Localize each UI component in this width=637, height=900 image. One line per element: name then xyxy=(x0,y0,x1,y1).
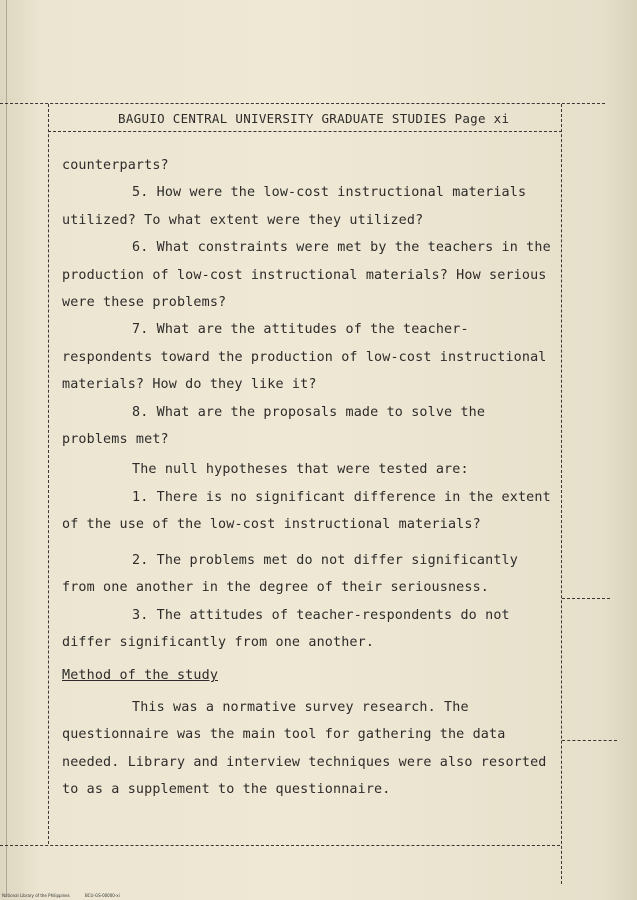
scan-footer xyxy=(2,893,134,898)
right-margin-rule xyxy=(561,104,562,884)
hypothesis-1: 1. There is no significant difference in the extent of the use of the low-cost instructional materials? xyxy=(62,489,551,533)
page-header: BAGUIO CENTRAL UNIVERSITY GRADUATE STUDIES Page xi xyxy=(118,111,510,126)
line-counterparts: counterparts? xyxy=(62,158,169,173)
question-8: 8. What are the proposals made to solve the problems met? xyxy=(62,404,486,448)
margin-tick-1 xyxy=(562,598,610,599)
question-6: 6. What constraints were met by the teachers in the production of low-cost instructional materials? How serious were these problems? xyxy=(62,240,551,311)
margin-tick-2 xyxy=(562,740,617,741)
left-margin-rule xyxy=(48,104,49,844)
body-text xyxy=(62,152,557,803)
footer-source: National Library of the Philippines xyxy=(2,893,70,898)
method-paragraph: This was a normative survey research. The questionnaire was the main tool for gathering the data needed. Library and interview techniques were also resorted to as a supplement to the questionnaire. xyxy=(62,699,547,797)
hypothesis-3: 3. The attitudes of teacher-respondents do not differ significantly from one another. xyxy=(62,607,510,650)
question-5: 5. How were the low-cost instructional materials utilized? To what extent were they utilized? xyxy=(62,185,527,228)
top-rule-outer xyxy=(0,103,605,104)
page-edge-line xyxy=(6,0,7,895)
footer-code: BCU-GS-00000-xi xyxy=(85,893,120,898)
hypotheses-intro: The null hypotheses that were tested are: xyxy=(132,462,469,478)
question-7: 7. What are the attitudes of the teacher-respondents toward the production of low-cost instructional materials? How do they like it? xyxy=(62,322,547,393)
section-title-method: Method of the study xyxy=(62,668,219,684)
hypothesis-2: 2. The problems met do not differ significantly from one another in the degree of their seriousness. xyxy=(62,552,518,596)
bottom-rule xyxy=(0,845,560,846)
header-underline xyxy=(48,131,562,132)
